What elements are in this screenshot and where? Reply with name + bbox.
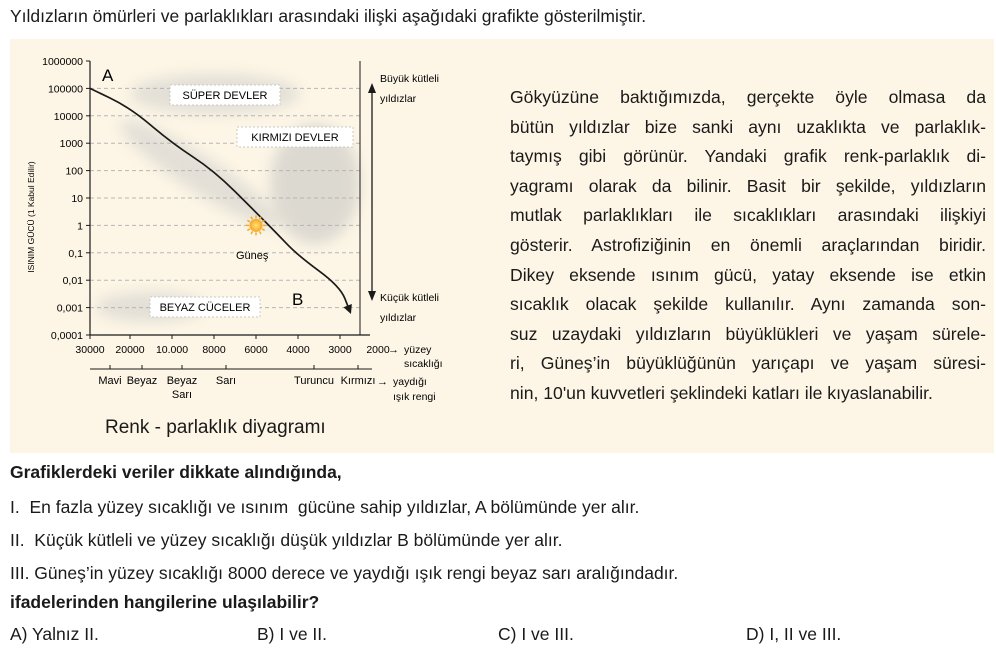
y-tick-label: 1 (77, 220, 83, 233)
hr-diagram-chart (10, 39, 490, 453)
y-tick-label: 10000 (53, 110, 83, 123)
y-tick-label: 0,1 (68, 247, 83, 260)
side-paragraph-line: sıcaklık olacak şekilde kullanılır. Aynı zamanda son- (510, 294, 986, 315)
y-tick-label: 0,01 (62, 275, 83, 288)
y-tick-label: 0,001 (56, 302, 83, 315)
y-axis-label: ISINIM GÜCÜ (1 Kabul Edilir) (26, 161, 36, 273)
sun-label: Güneş (236, 250, 269, 262)
option-d[interactable]: D) I, II ve III. (746, 624, 842, 644)
point-b-label: B (292, 290, 304, 309)
x-tick-label: 2000 (366, 344, 390, 356)
y-tick-label: 100000 (47, 83, 83, 96)
color-tick-label: Turuncu (294, 375, 334, 387)
color-tick-extra: Sarı (171, 389, 193, 401)
x-axis-label-line2: sıcaklığı (404, 358, 443, 370)
y-tick-label: 10 (71, 193, 83, 205)
mass-top-line2: yıldızlar (380, 93, 417, 105)
y-tick-marks (42, 56, 90, 342)
x-axis-label-line1: yüzey (404, 344, 432, 356)
option-a[interactable]: A) Yalnız II. (10, 624, 99, 644)
question-prompt: ifadelerinden hangilerine ulaşılabilir? (10, 592, 320, 612)
color-tick-marks (98, 365, 375, 387)
color-tick-label: Kırmızı (340, 375, 376, 387)
x-tick-label: 3000 (328, 344, 352, 356)
color-axis-label-line1: yaydığı (393, 376, 427, 388)
x-tick-marks (75, 335, 389, 356)
color-tick-label: Beyaz (166, 375, 198, 387)
side-paragraph-line: gösterir. Astrofiziğinin en önemli araçlarından biridir. (510, 234, 986, 255)
x-tick-label: 8000 (202, 344, 226, 356)
option-c[interactable]: C) I ve III. (498, 624, 574, 644)
side-paragraph (510, 83, 986, 409)
x-tick-label: 10.000 (155, 344, 189, 356)
statement-2: II. Küçük kütleli ve yüzey sıcaklığı düşük yıldızlar B bölümünde yer alır. (10, 530, 563, 550)
point-a-label: A (102, 66, 114, 85)
option-b[interactable]: B) I ve II. (257, 624, 328, 644)
side-paragraph-line: ri, Güneş’in büyüklüğünün yarıçapı ve yaşam süresi- (510, 353, 986, 374)
mass-arrow-down-head (368, 291, 376, 301)
side-paragraph-line: suz uzaydaki yıldızların büyüklükleri ve yaşam sürele- (510, 323, 986, 344)
side-paragraph-line: mutlak parlaklıkları ile sıcaklıkları arasındaki ilişkiyi (510, 205, 986, 226)
side-paragraph-line: yagramı olarak da bilinir. Basit bir şekilde, yıldızların (510, 175, 986, 196)
region-supergiants: SÜPER DEVLER (182, 90, 268, 102)
info-panel (10, 39, 994, 453)
chart-caption: Renk - parlaklık diyagramı (105, 417, 326, 438)
color-axis-label-line2: ışık rengi (393, 391, 436, 403)
x-tick-label: 20000 (115, 344, 145, 356)
side-paragraph-line: taymış gibi görünür. Yandaki grafik renk-parlaklık di- (510, 146, 986, 167)
color-arrow-symbol: → (377, 376, 388, 388)
mass-bottom-line1: Küçük kütleli (380, 292, 439, 304)
mass-top-line1: Büyük kütleli (380, 73, 439, 85)
side-paragraph-line: Dikey eksende ısınım gücü, yatay eksende ise etkin (510, 264, 986, 285)
intro-text: Yıldızların ömürleri ve parlaklıkları arasındaki ilişki aşağıdaki grafikte gösterilmiştir. (10, 6, 647, 26)
y-tick-label: 1000 (59, 138, 83, 151)
statement-3: III. Güneş’in yüzey sıcaklığı 8000 derece ve yaydığı ışık rengi beyaz sarı aralığındadır. (10, 563, 679, 583)
statement-1: I. En fazla yüzey sıcaklığı ve ısınım gücüne sahip yıldızlar, A bölümünde yer alır. (10, 497, 640, 517)
mass-arrow-up-head (368, 83, 376, 93)
side-paragraph-line: bütün yıldızlar bize sanki aynı uzaklıkta ve parlaklık- (510, 116, 986, 137)
side-paragraph-line: Gökyüzüne baktığımızda, gerçekte öyle olmasa da (510, 87, 986, 107)
x-arrow-symbol: → (388, 344, 399, 356)
y-tick-label: 0,0001 (50, 330, 83, 342)
color-tick-label: Beyaz (126, 375, 158, 387)
x-tick-label: 6000 (244, 344, 268, 356)
y-tick-label: 100 (65, 165, 83, 178)
region-white-dwarfs: BEYAZ CÜCELER (159, 302, 251, 314)
color-tick-label: Mavi (98, 375, 122, 387)
x-tick-label: 30000 (75, 344, 105, 356)
question-lead: Grafiklerdeki veriler dikkate alındığında, (10, 462, 342, 482)
y-tick-label: 1000000 (42, 56, 83, 68)
side-paragraph-line: nin, 10'un kuvvetleri şeklindeki katları ile kıyaslanabilir. (510, 382, 933, 403)
x-tick-label: 4000 (286, 344, 310, 356)
region-red-giants: KIRMIZI DEVLER (251, 132, 339, 144)
mass-bottom-line2: yıldızlar (380, 312, 417, 324)
color-tick-label: Sarı (215, 375, 237, 387)
